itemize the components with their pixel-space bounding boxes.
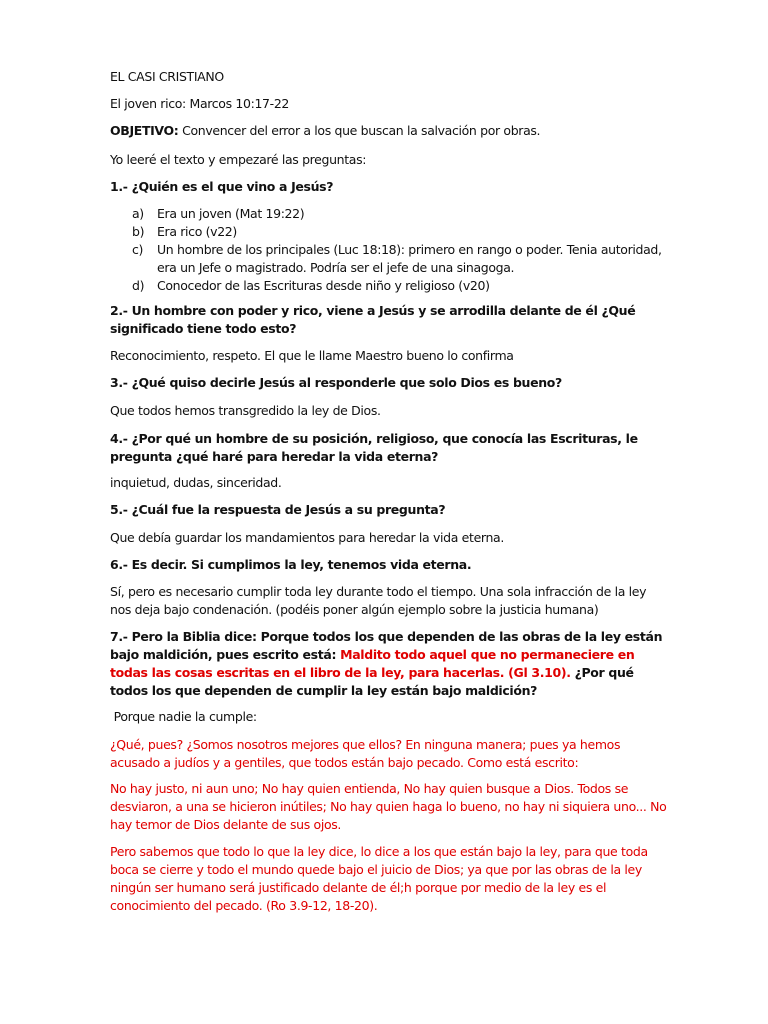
document-title: EL CASI CRISTIANO [110,69,224,84]
answer-4: inquietud, dudas, sinceridad. [110,475,282,490]
question-7-text: 7.- Pero la Biblia dice: Porque todos los que dependen de las obras de la ley están bajo maldición, pues escrito está: [110,629,663,662]
question-1: 1.- ¿Quién es el que vino a Jesús? [110,179,334,194]
list-marker: d) [132,278,145,293]
list-marker: a) [132,206,144,221]
list-item-text: Un hombre de los principales (Luc 18:18): primero en rango o poder. Tenia autoridad, era un Jefe o magistrado. Podría ser el jefe de una sinagoga. [157,242,662,275]
scripture-verse-2: No hay justo, ni aun uno; No hay quien entienda, No hay quien busque a Dios. Todos se desviaron, a una se hicieron inútiles; No hay quien haga lo bueno, no hay ni siquiera uno... No hay temor de Dios delante de sus ojos. [110,781,667,832]
list-item-text: Era rico (v22) [157,224,237,239]
question-2: 2.- Un hombre con poder y rico, viene a Jesús y se arrodilla delante de él ¿Qué significado tiene todo esto? [110,303,636,336]
answer-5: Que debía guardar los mandamientos para heredar la vida eterna. [110,530,504,545]
galatians-quote: Maldito todo aquel que no permaneciere en todas las cosas escritas en el libro de la ley, para hacerlas. (Gl 3.10). [110,647,635,680]
list-item [110,277,670,295]
intro-text: Yo leeré el texto y empezaré las preguntas: [110,152,367,167]
scripture-reference: El joven rico: Marcos 10:17-22 [110,96,290,111]
list-marker: c) [132,242,144,257]
answer-3: Que todos hemos transgredido la ley de Dios. [110,403,381,418]
answer-7: Porque nadie la cumple: [110,709,257,724]
list-item-text: Era un joven (Mat 19:22) [157,206,305,221]
list-item [110,223,670,241]
scripture-verse-1: ¿Qué, pues? ¿Somos nosotros mejores que ellos? En ninguna manera; pues ya hemos acusado a judíos y a gentiles, que todos están bajo pecado. Como está escrito: [110,737,621,770]
objective-label: OBJETIVO: [110,123,179,138]
question-4: 4.- ¿Por qué un hombre de su posición, religioso, que conocía las Escrituras, le pregunta ¿qué haré para heredar la vida eterna? [110,431,638,464]
question-1-list [110,205,670,295]
answer-6: Sí, pero es necesario cumplir toda ley durante todo el tiempo. Una sola infracción de la ley nos deja bajo condenación. (podéis poner algún ejemplo sobre la justicia humana) [110,584,647,617]
question-6: 6.- Es decir. Si cumplimos la ley, tenemos vida eterna. [110,557,472,572]
objective-text: Convencer del error a los que buscan la salvación por obras. [178,123,541,138]
objective-paragraph [110,122,540,140]
list-item-text: Conocedor de las Escrituras desde niño y religioso (v20) [157,278,490,293]
list-item [110,205,670,223]
list-item [110,241,670,277]
list-marker: b) [132,224,145,239]
question-7-followup: ¿Por qué todos los que dependen de cumplir la ley están bajo maldición? [110,665,634,698]
question-3: 3.- ¿Qué quiso decirle Jesús al responderle que solo Dios es bueno? [110,375,562,390]
answer-2: Reconocimiento, respeto. El que le llame Maestro bueno lo confirma [110,348,514,363]
question-5: 5.- ¿Cuál fue la respuesta de Jesús a su pregunta? [110,502,446,517]
question-7 [110,628,670,700]
scripture-verse-3: Pero sabemos que todo lo que la ley dice, lo dice a los que están bajo la ley, para que toda boca se cierre y todo el mundo quede bajo el juicio de Dios; ya que por las obras de la ley ningún ser humano será justificado delante de él;h porque por medio de la ley es el conocimiento del pecado. (Ro 3.9-12, 18-20). [110,844,648,913]
